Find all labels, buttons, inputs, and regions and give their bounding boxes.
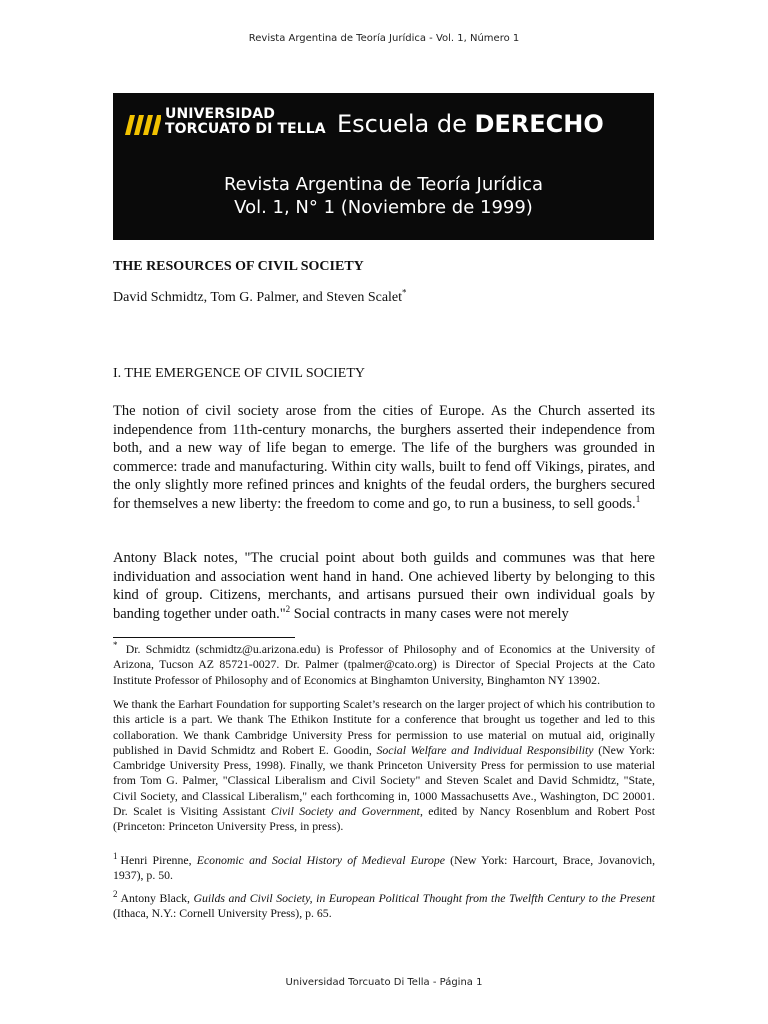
paragraph-1-text: The notion of civil society arose from the cities of Europe. As the Church asserted its independence from 11th-century monarchs, the burghers asserted their independence from both, and a new way of life began to emerge. The life of the burghers was grounded in commerce: trade and manufacturing. Within city walls, built to fend off Vikings, pirates, and the only slightly more refined princes and knights of the feudal orders, the burghers secured for themselves a new liberty: the freedom to come and go, to run a business, to sell goods. — [113, 403, 655, 512]
section-heading: I. THE EMERGENCE OF CIVIL SOCIETY — [113, 366, 365, 381]
footnote-1-number: 1 — [113, 851, 118, 862]
university-logo-icon — [125, 115, 161, 135]
author-footnote-mark[interactable]: * — [402, 287, 407, 298]
footnote-2-title: Guilds and Civil Society, in European Political Thought from the Twelfth Century to the Present — [193, 891, 655, 905]
footnote-2-author: Antony Black, — [120, 891, 194, 905]
paragraph-2-text-a: Antony Black notes, "The crucial point about both guilds and communes was that here individuation and association went hand in hand. One achieved liberty by belonging to this kind of group. Citizens, merchants, and artisans pursued their own individual goals by banding together under oath." — [113, 550, 655, 622]
footnote-1-author: Henri Pirenne, — [120, 853, 197, 867]
paragraph-2-text-b: Social contracts in many cases were not merely — [290, 605, 569, 622]
footnote-star-text: Dr. Schmidtz (schmidtz@u.arizona.edu) is Professor of Philosophy and of Economics at the University of Arizona, Tucson AZ 85721-0027. Dr. Palmer (tpalmer@cato.org) is Director of Special Projects at the Cato Institute Professor of Philosophy and of Economics at Binghamton University, Binghamton NY 13902. — [113, 642, 655, 687]
footnote-star-mark: * — [113, 640, 118, 651]
article-title: THE RESOURCES OF CIVIL SOCIETY — [113, 259, 364, 274]
ack-text-a: We thank the Earhart Foundation for supporting Scalet’s research on the larger project of which his contribution to this article is a part. We thank The Ethikon Institute for a conference that brought us together and led to this collaboration. We thank Cambridge University Press for permission to use material on mutual aid, originally published in David Schmidtz and Robert E. Goodin, — [113, 697, 655, 757]
school-title: DERECHO — [474, 110, 604, 138]
footnote-divider — [113, 637, 295, 638]
footnote-2-rest: (Ithaca, N.Y.: Cornell University Press), p. 65. — [113, 906, 332, 921]
footnote-ref-2[interactable]: 2 — [285, 603, 291, 614]
running-header: Revista Argentina de Teoría Jurídica - Vol. 1, Número 1 — [248, 33, 520, 44]
paragraph-1 — [113, 402, 655, 514]
university-name-line2: TORCUATO DI TELLA — [165, 121, 326, 137]
page-footer: Universidad Torcuato Di Tella - Página 1 — [285, 977, 483, 988]
journal-name: Revista Argentina de Teoría Jurídica — [223, 174, 543, 195]
authors-text: David Schmidtz, Tom G. Palmer, and Steven Scalet — [113, 290, 403, 305]
journal-title — [113, 173, 654, 219]
footnote-acknowledgements — [113, 697, 655, 835]
footnote-2-number: 2 — [113, 889, 118, 900]
journal-banner — [113, 93, 654, 240]
university-name — [165, 107, 326, 137]
footnote-2 — [113, 891, 655, 922]
footnote-ref-1[interactable]: 1 — [635, 494, 641, 505]
footnote-1 — [113, 853, 655, 884]
school-name — [337, 110, 604, 138]
paragraph-2 — [113, 549, 655, 623]
ack-text-b: (New York: Cambridge University Press, 1998). Finally, we thank Princeton University Press for permission to use material from Tom G. Palmer, "Classical Liberalism and Civil Society" and Steven Scalet and David Schmidtz, "State, Civil Society, and Classical Liberalism," each forthcoming in, 1000 Massachusetts Ave., Washington, DC 20001. Dr. Scalet is Visiting Assistant — [113, 742, 655, 819]
university-name-line1: UNIVERSIDAD — [165, 106, 275, 122]
ack-italic-title-1: Social Welfare and Individual Responsibility — [376, 742, 594, 757]
ack-italic-title-2: Civil Society and Government — [270, 804, 420, 819]
journal-issue: Vol. 1, N° 1 (Noviembre de 1999) — [234, 197, 533, 218]
footnote-author-info — [113, 642, 655, 688]
footnote-1-title: Economic and Social History of Medieval Europe — [196, 853, 445, 867]
footnote-1-rest: (New York: Harcourt, Brace, Jovanovich, 1937), p. 50. — [113, 853, 656, 883]
school-prefix: Escuela de — [337, 110, 467, 138]
ack-text-c: , edited by Nancy Rosenblum and Robert Post (Princeton: Princeton University Press, in press). — [113, 804, 655, 834]
article-authors — [113, 287, 655, 306]
